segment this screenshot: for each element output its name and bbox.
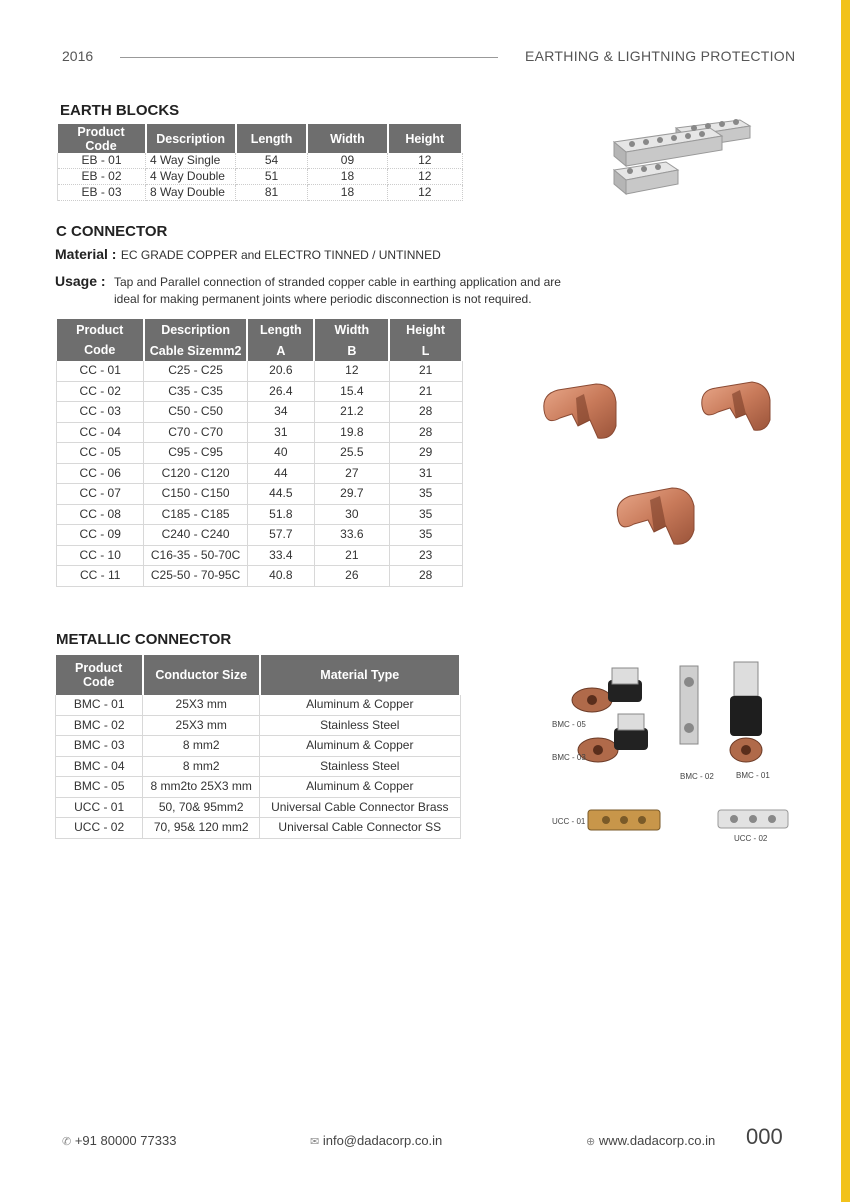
earth-blocks-table [57, 124, 463, 201]
table-cell: CC - 08 [57, 504, 144, 525]
table-cell: C95 - C95 [144, 443, 247, 464]
column-header: Product Code [56, 655, 143, 695]
bmc-01-label: BMC - 01 [736, 771, 770, 780]
table-cell: CC - 02 [57, 381, 144, 402]
column-header: Description [146, 124, 236, 153]
table-cell: 12 [314, 361, 389, 381]
table-cell: 33.4 [247, 545, 314, 566]
ucc-01-label: UCC - 01 [552, 817, 586, 826]
table-row [56, 715, 461, 736]
table-row [57, 484, 463, 505]
table-cell: 51.8 [247, 504, 314, 525]
table-row [56, 695, 461, 715]
footer-web [586, 1133, 715, 1148]
table-cell: 70, 95& 120 mm2 [143, 818, 260, 839]
material-label: Material : [55, 246, 117, 262]
table-cell: C25 - C25 [144, 361, 247, 381]
table-cell: 40.8 [247, 566, 314, 587]
side-accent-strip [841, 0, 850, 1202]
c-connector-table [56, 319, 463, 587]
page-number: 000 [746, 1124, 783, 1149]
phone-text: +91 80000 77333 [74, 1133, 177, 1148]
table-cell: 20.6 [247, 361, 314, 381]
table-cell: UCC - 01 [56, 797, 143, 818]
table-cell: 21.2 [314, 402, 389, 423]
usage-line-2: ideal for making permanent joints where periodic disconnection is not required. [114, 292, 532, 306]
table-cell: Universal Cable Connector Brass [260, 797, 460, 818]
header-year: 2016 [62, 48, 94, 64]
table-row [58, 169, 463, 185]
column-header: Width [314, 319, 389, 340]
table-cell: 81 [236, 185, 308, 201]
table-cell: 26 [314, 566, 389, 587]
column-subheader: A [247, 340, 314, 361]
table-cell: CC - 05 [57, 443, 144, 464]
table-cell: CC - 01 [57, 361, 144, 381]
table-cell: CC - 03 [57, 402, 144, 423]
table-cell: EB - 03 [58, 185, 146, 201]
table-row [58, 153, 463, 169]
table-cell: EB - 02 [58, 169, 146, 185]
table-cell: 28 [389, 566, 462, 587]
table-row [56, 797, 461, 818]
table-cell: 8 Way Double [146, 185, 236, 201]
table-cell: CC - 07 [57, 484, 144, 505]
table-cell: 25.5 [314, 443, 389, 464]
table-cell: 29 [389, 443, 462, 464]
table-cell: 18 [307, 169, 387, 185]
table-cell: 21 [389, 381, 462, 402]
table-row [56, 777, 461, 798]
table-row [56, 756, 461, 777]
bmc-01-image [730, 662, 762, 762]
column-header: Length [247, 319, 314, 340]
table-cell: 26.4 [247, 381, 314, 402]
table-cell: 4 Way Double [146, 169, 236, 185]
c-connector-title: C CONNECTOR [56, 223, 168, 240]
table-cell: 27 [314, 463, 389, 484]
column-subheader: B [314, 340, 389, 361]
column-header: Length [236, 124, 308, 153]
table-cell: 54 [236, 153, 308, 169]
table-cell: 21 [314, 545, 389, 566]
table-cell: 35 [389, 504, 462, 525]
c-connector-piece-1 [544, 384, 616, 438]
bmc-03-label: BMC - 03 [552, 753, 586, 762]
mail-icon: ✉ [310, 1136, 320, 1148]
table-cell: C185 - C185 [144, 504, 247, 525]
table-cell: 12 [388, 185, 462, 201]
header-rule [120, 57, 498, 58]
table-cell: 12 [388, 169, 462, 185]
table-cell: CC - 11 [57, 566, 144, 587]
table-cell: 31 [389, 463, 462, 484]
earth-block-product-image [610, 118, 755, 210]
table-cell: 34 [247, 402, 314, 423]
c-connector-piece-2 [702, 382, 770, 430]
table-row [57, 463, 463, 484]
table-cell: CC - 09 [57, 525, 144, 546]
table-cell: Universal Cable Connector SS [260, 818, 460, 839]
table-row [57, 402, 463, 423]
table-cell: C50 - C50 [144, 402, 247, 423]
material-line [55, 246, 441, 264]
table-cell: BMC - 04 [56, 756, 143, 777]
table-row [56, 818, 461, 839]
table-cell: Aluminum & Copper [260, 777, 460, 798]
table-cell: 09 [307, 153, 387, 169]
column-header: Conductor Size [143, 655, 260, 695]
header-title: EARTHING & LIGHTNING PROTECTION [525, 48, 796, 64]
table-cell: Stainless Steel [260, 715, 460, 736]
usage-line-1: Tap and Parallel connection of stranded copper cable in earthing application and are [114, 275, 561, 289]
table-cell: C25-50 - 70-95C [144, 566, 247, 587]
table-cell: 25X3 mm [143, 715, 260, 736]
usage-label: Usage : [55, 273, 106, 289]
table-cell: 51 [236, 169, 308, 185]
table-row [57, 504, 463, 525]
table-cell: 19.8 [314, 422, 389, 443]
earth-blocks-title: EARTH BLOCKS [60, 102, 180, 119]
table-cell: 15.4 [314, 381, 389, 402]
table-cell: C120 - C120 [144, 463, 247, 484]
column-header: Height [389, 319, 462, 340]
table-row [58, 185, 463, 201]
table-cell: 35 [389, 484, 462, 505]
bmc-05-label: BMC - 05 [552, 720, 586, 729]
table-cell: 31 [247, 422, 314, 443]
bmc-03-image [578, 714, 648, 762]
c-connector-product-image [538, 380, 788, 560]
table-cell: 8 mm2 [143, 736, 260, 757]
table-cell: BMC - 02 [56, 715, 143, 736]
globe-icon: ⊕ [586, 1136, 596, 1148]
table-row [57, 443, 463, 464]
table-row [57, 545, 463, 566]
table-cell: 4 Way Single [146, 153, 236, 169]
table-row [57, 422, 463, 443]
phone-icon: ✆ [62, 1136, 72, 1148]
table-row [57, 525, 463, 546]
table-cell: 44 [247, 463, 314, 484]
bmc-02-label: BMC - 02 [680, 772, 714, 781]
column-header: Width [307, 124, 387, 153]
table-cell: 57.7 [247, 525, 314, 546]
table-cell: 28 [389, 422, 462, 443]
table-cell: Aluminum & Copper [260, 695, 460, 715]
table-row [56, 736, 461, 757]
table-cell: 23 [389, 545, 462, 566]
table-cell: 29.7 [314, 484, 389, 505]
bmc-02-image [680, 666, 698, 744]
table-cell: 33.6 [314, 525, 389, 546]
table-cell: EB - 01 [58, 153, 146, 169]
table-cell: BMC - 01 [56, 695, 143, 715]
footer-phone [62, 1133, 176, 1148]
column-header: Product Code [58, 124, 146, 153]
table-cell: BMC - 05 [56, 777, 143, 798]
material-text: EC GRADE COPPER and ELECTRO TINNED / UNTINNED [120, 248, 441, 262]
table-cell: C240 - C240 [144, 525, 247, 546]
metallic-connector-table [55, 655, 461, 839]
table-cell: CC - 04 [57, 422, 144, 443]
table-cell: UCC - 02 [56, 818, 143, 839]
web-text[interactable]: www.dadacorp.co.in [598, 1133, 716, 1148]
table-cell: 50, 70& 95mm2 [143, 797, 260, 818]
table-cell: 18 [307, 185, 387, 201]
table-cell: Aluminum & Copper [260, 736, 460, 757]
table-cell: 35 [389, 525, 462, 546]
ucc-02-image [718, 810, 788, 828]
table-cell: C35 - C35 [144, 381, 247, 402]
table-cell: CC - 10 [57, 545, 144, 566]
column-header: Height [388, 124, 462, 153]
metallic-connector-product-image [548, 660, 808, 850]
table-cell: 12 [388, 153, 462, 169]
footer-email [310, 1133, 442, 1148]
metallic-connector-title: METALLIC CONNECTOR [56, 631, 232, 648]
table-row [57, 566, 463, 587]
table-cell: 8 mm2to 25X3 mm [143, 777, 260, 798]
table-cell: CC - 06 [57, 463, 144, 484]
table-cell: 44.5 [247, 484, 314, 505]
table-cell: C16-35 - 50-70C [144, 545, 247, 566]
column-header: Description [144, 319, 247, 340]
table-cell: 25X3 mm [143, 695, 260, 715]
ucc-02-label: UCC - 02 [734, 834, 768, 843]
table-cell: 40 [247, 443, 314, 464]
email-text[interactable]: info@dadacorp.co.in [322, 1133, 443, 1148]
bmc-05-image [572, 668, 642, 712]
table-cell: 21 [389, 361, 462, 381]
earth-block-bar-middle [614, 128, 722, 166]
column-header: Product Code [57, 319, 144, 361]
table-cell: BMC - 03 [56, 736, 143, 757]
column-subheader: L [389, 340, 462, 361]
c-connector-piece-3 [617, 488, 694, 544]
table-cell: 8 mm2 [143, 756, 260, 777]
table-cell: C70 - C70 [144, 422, 247, 443]
table-row [57, 381, 463, 402]
column-subheader: Cable Sizemm2 [144, 340, 247, 361]
table-row [57, 361, 463, 381]
table-cell: C150 - C150 [144, 484, 247, 505]
table-cell: Stainless Steel [260, 756, 460, 777]
column-header: Material Type [260, 655, 460, 695]
ucc-01-image [588, 810, 660, 830]
table-cell: 30 [314, 504, 389, 525]
table-cell: 28 [389, 402, 462, 423]
